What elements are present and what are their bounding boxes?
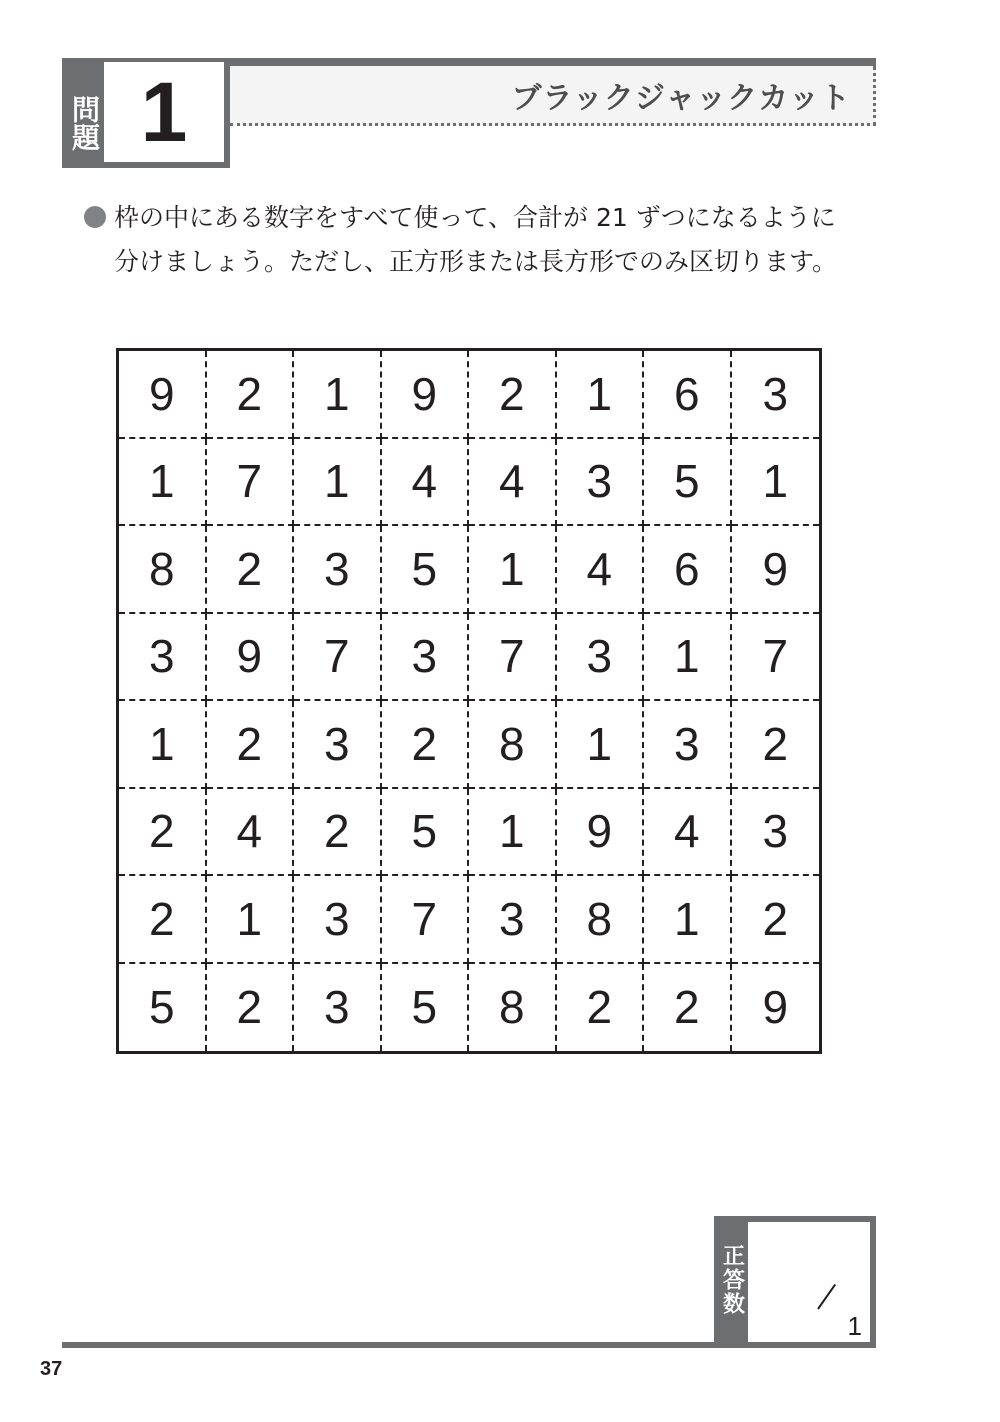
grid-cell[interactable]: 5 xyxy=(382,526,470,614)
grid-cell[interactable]: 9 xyxy=(207,614,295,702)
puzzle-title: ブラックジャックカット xyxy=(511,80,851,116)
grid-cell[interactable]: 1 xyxy=(644,876,732,964)
grid-cell[interactable]: 8 xyxy=(119,526,207,614)
title-bar xyxy=(230,66,876,126)
grid-cell[interactable]: 3 xyxy=(469,876,557,964)
grid-cell[interactable]: 1 xyxy=(557,351,645,439)
puzzle-grid xyxy=(116,348,822,1054)
page-number: 37 xyxy=(40,1358,63,1380)
grid-cell[interactable]: 3 xyxy=(732,351,820,439)
grid-cell[interactable]: 6 xyxy=(644,526,732,614)
grid-cell[interactable]: 3 xyxy=(382,614,470,702)
grid-cell[interactable]: 9 xyxy=(557,789,645,877)
instruction-line-1: 枠の中にある数字をすべて使って、合計が 21 ずつになるように xyxy=(114,203,836,232)
grid-cell[interactable]: 1 xyxy=(119,439,207,527)
grid-cell[interactable]: 5 xyxy=(382,964,470,1052)
grid-cell[interactable]: 2 xyxy=(207,351,295,439)
grid-cell[interactable]: 2 xyxy=(469,351,557,439)
grid-cell[interactable]: 4 xyxy=(644,789,732,877)
grid-cell[interactable]: 2 xyxy=(644,964,732,1052)
grid-cell[interactable]: 2 xyxy=(207,964,295,1052)
grid-cell[interactable]: 2 xyxy=(732,876,820,964)
grid-cell[interactable]: 5 xyxy=(382,789,470,877)
instruction-line-2: 分けましょう。ただし、正方形または長方形でのみ区切ります。 xyxy=(114,247,838,276)
grid-cell[interactable]: 4 xyxy=(469,439,557,527)
grid-cell[interactable]: 7 xyxy=(469,614,557,702)
grid-cell[interactable]: 1 xyxy=(644,614,732,702)
grid-cell[interactable]: 7 xyxy=(732,614,820,702)
grid-cell[interactable]: 1 xyxy=(732,439,820,527)
grid-cell[interactable]: 3 xyxy=(294,876,382,964)
grid-cell[interactable]: 1 xyxy=(294,439,382,527)
grid-cell[interactable]: 8 xyxy=(557,876,645,964)
grid-cell[interactable]: 2 xyxy=(119,876,207,964)
grid-cell[interactable]: 9 xyxy=(382,351,470,439)
grid-cell[interactable]: 9 xyxy=(119,351,207,439)
grid-cell[interactable]: 2 xyxy=(207,526,295,614)
grid-cell[interactable]: 1 xyxy=(469,526,557,614)
grid-cell[interactable]: 7 xyxy=(207,439,295,527)
grid-cell[interactable]: 3 xyxy=(644,701,732,789)
grid-cell[interactable]: 2 xyxy=(119,789,207,877)
problem-number-box xyxy=(104,62,230,168)
grid-cell[interactable]: 1 xyxy=(557,701,645,789)
grid-cell[interactable]: 2 xyxy=(294,789,382,877)
grid-cell[interactable]: 7 xyxy=(382,876,470,964)
grid-cell[interactable]: 5 xyxy=(644,439,732,527)
grid-cell[interactable]: 8 xyxy=(469,701,557,789)
score-box[interactable] xyxy=(748,1216,876,1344)
score-label: 正答数 xyxy=(714,1216,750,1344)
grid-cell[interactable]: 4 xyxy=(207,789,295,877)
grid-cell[interactable]: 3 xyxy=(294,964,382,1052)
grid-cell[interactable]: 1 xyxy=(119,701,207,789)
grid-cell[interactable]: 1 xyxy=(294,351,382,439)
grid-cell[interactable]: 3 xyxy=(119,614,207,702)
grid-cell[interactable]: 2 xyxy=(557,964,645,1052)
grid-cell[interactable]: 8 xyxy=(469,964,557,1052)
grid-cell[interactable]: 1 xyxy=(469,789,557,877)
grid-cell[interactable]: 3 xyxy=(294,701,382,789)
grid-cell[interactable]: 3 xyxy=(557,439,645,527)
grid-cell[interactable]: 2 xyxy=(382,701,470,789)
grid-cell[interactable]: 7 xyxy=(294,614,382,702)
score-slash xyxy=(817,1284,836,1310)
grid-cell[interactable]: 2 xyxy=(207,701,295,789)
problem-label: 問題 xyxy=(62,58,106,168)
grid-cell[interactable]: 3 xyxy=(294,526,382,614)
grid-cell[interactable]: 4 xyxy=(557,526,645,614)
footer-rule xyxy=(62,1342,876,1348)
bullet-icon xyxy=(84,206,106,228)
score-denominator: 1 xyxy=(847,1311,862,1341)
grid-cell[interactable]: 4 xyxy=(382,439,470,527)
problem-number: 1 xyxy=(140,65,188,159)
grid-cell[interactable]: 9 xyxy=(762,981,789,1034)
instructions xyxy=(84,196,884,284)
grid-cell[interactable]: 3 xyxy=(557,614,645,702)
grid-cell[interactable]: 9 xyxy=(732,526,820,614)
grid-cell[interactable]: 1 xyxy=(207,876,295,964)
grid-cell[interactable]: 2 xyxy=(732,701,820,789)
grid-cell[interactable]: 6 xyxy=(644,351,732,439)
grid-cell[interactable]: 3 xyxy=(732,789,820,877)
grid-cell[interactable]: 5 xyxy=(119,964,207,1052)
